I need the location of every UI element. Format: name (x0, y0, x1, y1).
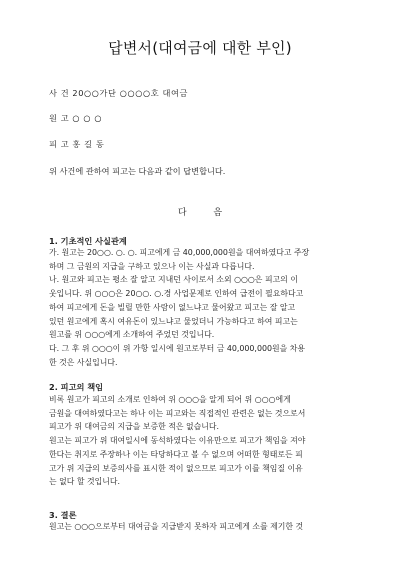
body-line: 하며 그 금원의 지급을 구하고 있으나 이는 사실과 다릅니다. (49, 261, 255, 271)
section-heading-1: 1. 기초적인 사실관계 (49, 236, 127, 246)
body-line: 다. 그 후 위 ○○○이 위 가항 일시에 원고로부터 금 40,000,000원을 차용 (49, 343, 306, 353)
section-body-1 (49, 246, 355, 369)
body-line: 원고는 피고가 위 대여일시에 동석하였다는 이유만으로 피고가 책임을 져야 (49, 436, 306, 446)
body-line: 가. 원고는 20○○. ○. ○. 피고에게 금 40,000,000원을 대여하였다고 주장 (49, 248, 310, 257)
body-line: 웃입니다. 위 ○○○은 20○○. ○.경 사업문제로 인하여 급전이 필요하다고 (49, 289, 304, 299)
section-heading-3: 3. 결론 (49, 510, 77, 520)
body-line: 한 것은 사실입니다. (49, 357, 118, 367)
body-line: 있던 원고에게 혹시 여유돈이 있느냐고 물었더니 가능하다고 하여 피고는 (49, 316, 298, 326)
case-line: 사 건 20○○가단 ○○○○호 대여금 (49, 88, 188, 98)
body-line: 원고는 ○○○으로부터 대여금을 지급받지 못하자 피고에게 소를 제기한 것 (49, 522, 304, 531)
section-body-2 (49, 393, 355, 489)
body-line: 하여 피고에게 돈을 빌릴 만한 사람이 없느냐고 물어왔고 피고는 잘 알고 (49, 302, 296, 312)
body-line: 한다는 취지로 주장하나 이는 타당하다고 볼 수 없으며 어떠한 형태로든 피 (49, 449, 303, 459)
body-line: 피고가 위 대여금의 지급을 보증한 적은 없습니다. (49, 422, 220, 432)
section-heading-2: 2. 피고의 책임 (49, 382, 104, 392)
body-line: 나. 원고와 피고는 평소 잘 알고 지내던 사이로서 소외 ○○○은 피고의 이 (49, 275, 298, 285)
body-line: 원고를 위 ○○○에게 소개하여 주었던 것입니다. (49, 330, 215, 340)
document-title: 답변서(대여금에 대한 부인) (108, 39, 292, 57)
section-body-3 (49, 520, 355, 534)
body-line: 는 없다 할 것입니다. (49, 477, 121, 487)
defendant-line: 피 고 홍 길 동 (49, 139, 105, 149)
intro-sentence: 위 사건에 관하여 피고는 다음과 같이 답변합니다. (49, 166, 226, 176)
body-line: 고가 위 지급의 보증의사를 표시한 적이 없으므로 피고가 이를 책임질 이유 (49, 463, 303, 473)
body-line: 비록 원고가 피고의 소개로 인하여 위 ○○○을 알게 되어 위 ○○○에게 (49, 395, 291, 404)
body-line: 금원을 대여하였다고는 하나 이는 피고와는 직접적인 관련은 없는 것으로서 (49, 408, 306, 418)
heading-dau: 다 음 (177, 208, 223, 218)
plaintiff-line: 원 고 ○ ○ ○ (49, 113, 103, 123)
